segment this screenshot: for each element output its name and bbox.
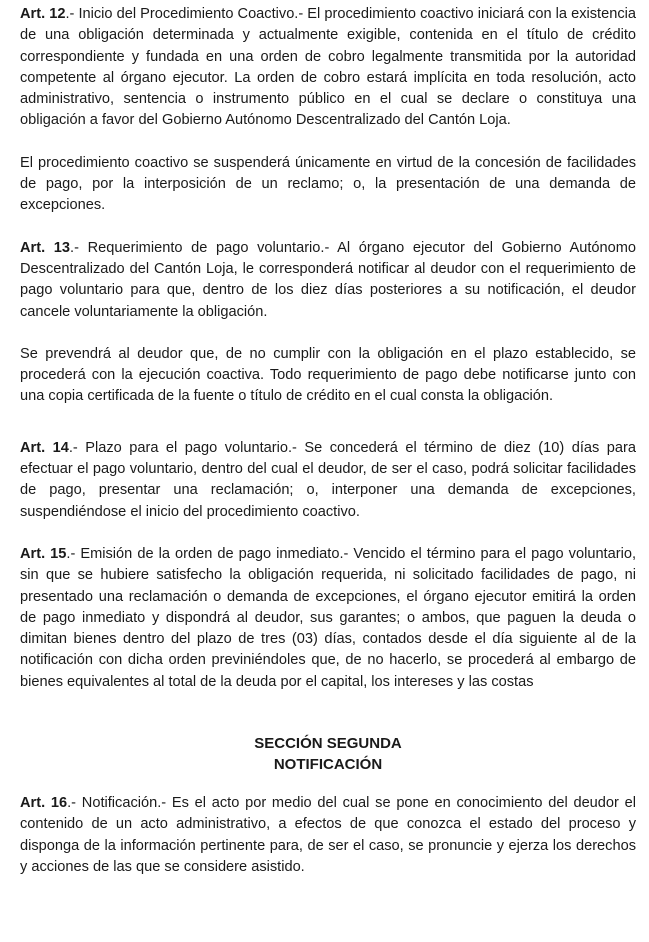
article-label: Art. 12 — [20, 6, 66, 22]
paragraph-body: El procedimiento coactivo se suspenderá únicamente en virtud de la concesión de facilidades de pago, por la interposición de un reclamo; o, la presentación de una demanda de excepciones. — [20, 154, 636, 214]
section-title: SECCIÓN SEGUNDA — [254, 735, 402, 753]
article-body: .- Emisión de la orden de pago inmediato.- Vencido el término para el pago voluntario, sin que se hubiere satisfecho la obligación requerida, ni solicitado facilidades de pago, ni presentado una reclamación o demanda de excepciones, el órgano ejecutor emitirá la orden de pago inmediato y dispondrá al deudor, sus garantes; o ambos, que paguen la deuda o dimitan bienes dentro del plazo de tres (03) días, contados desde el día siguiente al de la notificación con dicha orden previniéndoles que, de no hacerlo, se procederá al embargo de bienes equivalentes al total de la deuda por el capital, los intereses y las costas — [20, 545, 637, 690]
paragraph-body: Se prevendrá al deudor que, de no cumplir con la obligación en el plazo establecido, se procederá con la ejecución coactiva. Todo requerimiento de pago debe notificarse junto con una copia certificada de la fuente o título de crédito en el cual consta la obligación. — [20, 345, 636, 405]
article-body: .- Plazo para el pago voluntario.- Se concederá el término de diez (10) días para efectuar el pago voluntario, dentro del cual el deudor, de ser el caso, podrá solicitar facilidades de pago, presentar una reclamación; o, interponer una demanda de excepciones, suspendiéndose el inicio del procedimiento coactivo. — [20, 439, 637, 520]
article-body: .- Requerimiento de pago voluntario.- Al órgano ejecutor del Gobierno Autónomo Descentralizado del Cantón Loja, le corresponderá notificar al deudor con el requerimiento de pago voluntario para que, dentro de los diez días posteriores a su notificación, el deudor cancele voluntariamente la obligación. — [20, 239, 636, 320]
article-13-paragraph — [20, 238, 636, 323]
article-12-continuation — [20, 153, 636, 217]
article-body: .- Inicio del Procedimiento Coactivo.- El procedimiento coactivo iniciará con la existencia de una obligación determinada y actualmente exigible, contenida en el título de crédito correspondiente y fundada en una orden de cobro legalmente transmitida por la autoridad competente al órgano ejecutor. La orden de cobro estará implícita en toda resolución, acto administrativo, sentencia o instrumento público en el cual se declare o constituya una obligación a favor del Gobierno Autónomo Descentralizado del Cantón Loja. — [20, 6, 637, 129]
article-14-paragraph — [20, 438, 636, 523]
article-label: Art. 16 — [20, 795, 68, 812]
article-15-paragraph — [20, 544, 636, 693]
article-label: Art. 14 — [20, 439, 69, 456]
article-label: Art. 13 — [20, 239, 71, 256]
article-13-continuation — [20, 344, 636, 408]
section-subtitle: NOTIFICACIÓN — [273, 756, 383, 774]
article-body: .- Notificación.- Es el acto por medio del cual se pone en conocimiento del deudor el contenido de un acto administrativo, a efectos de que conozca el estado del proceso y disponga de la información pertinente para, de ser el caso, se pronuncie y ejerza los derechos y acciones de las que se considere asistido. — [20, 795, 636, 875]
section-heading — [20, 733, 636, 775]
article-label: Art. 15 — [20, 545, 67, 562]
article-12-paragraph — [20, 4, 636, 132]
document-page — [20, 4, 636, 899]
article-16-paragraph — [20, 793, 636, 878]
